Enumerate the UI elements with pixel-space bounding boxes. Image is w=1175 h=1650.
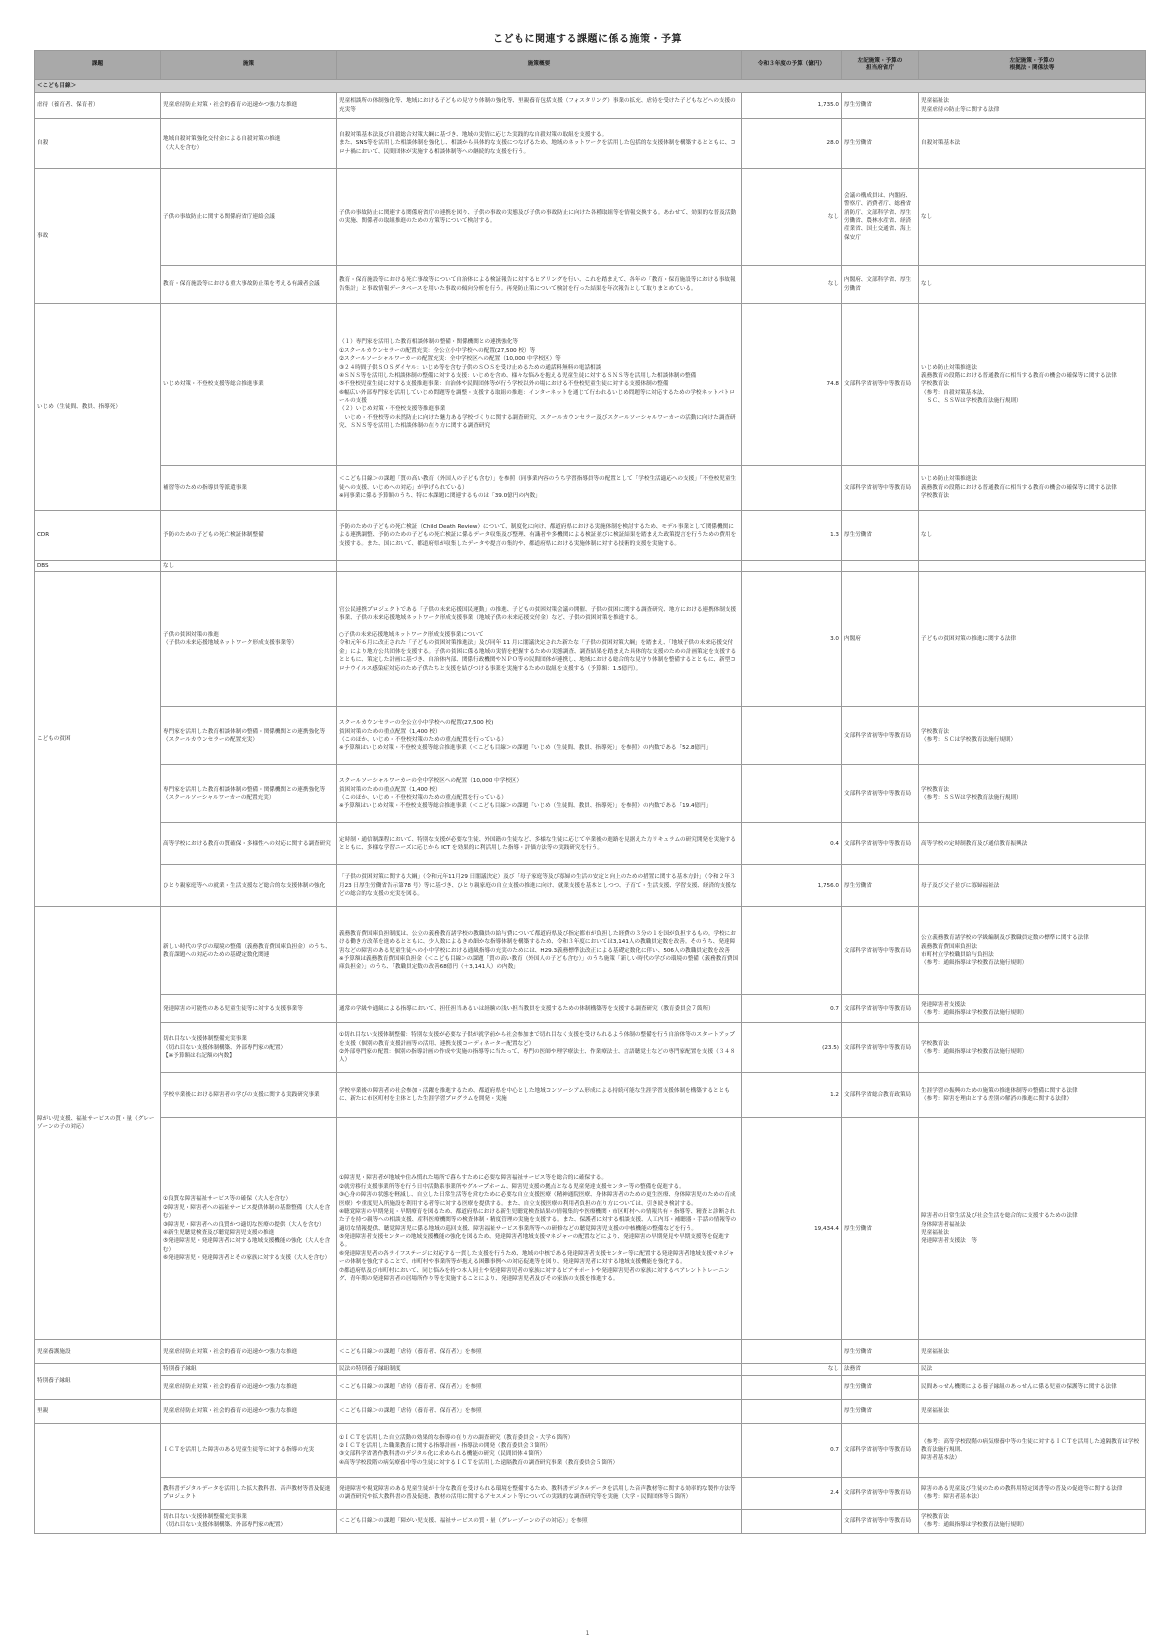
measure-cell: ひとり親家庭等への就業・生活支援など総合的な支援体制の強化 [161,865,337,907]
measure-cell: 地域自殺対策強化交付金による自殺対策の推進 （大人を含む） [161,119,337,169]
summary-cell: ①ＩＣＴを活用した自立活動の効果的な指導の在り方の調査研究（教育委員会・大学６箇所） ②ＩＣＴを活用した職業教育に関する指導計画・指導法の開発（教育委員会３箇所） ③文部科学省著作教科書のデジタル化に求められる機能の研究（民間団体４箇所） ④高等学校段階の病気療養中等の生徒に対するＩＣＴを活用した遠隔教育の調査研究事業（教育委員会５箇所） [337,1423,742,1477]
summary-cell: スクールカウンセラーの全公立小中学校への配置(27,500 校) 貧困対策のための重点配置（1,400 校） （このほか、いじめ・不登校対策のための重点配置を行っている） ※予算額はいじめ対策・不登校支援等総合推進事業（＜こども目線＞の課題「いじめ（生徒間、教員、指導死）」を参照）の内数である「52.8億円」 [337,707,742,765]
ministry-cell: 厚生労働省 [842,1118,919,1340]
ministry-cell: 文部科学省初等中等教育局 [842,1023,919,1073]
ministry-cell: 文部科学省初等中等教育局 [842,823,919,865]
ministry-cell: 文部科学省初等中等教育局 [842,466,919,511]
summary-cell: 「子供の貧困対策に関する大綱」（令和元年11月29 日閣議決定）及び「母子家庭等及び寡婦の生活の安定と向上のための措置に関する基本方針」（令和２年３月23 日厚生労働省告示第78 号）等に基づき、ひとり親家庭の自立支援の推進に向け、就業支援を基本としつつ、子育て・生活支援、学習支援、経済的支援などの総合的な支援の充実を図る。 [337,865,742,907]
budget-cell: 3.0 [742,572,842,707]
law-cell: 生涯学習の振興のための施策の推進体制等の整備に関する法律 （参考：障害を理由とする差別の解消の推進に関する法律） [919,1073,1146,1118]
law-cell: 児童福祉法 [919,1399,1146,1423]
law-cell: 子どもの貧困対策の推進に関する法律 [919,572,1146,707]
law-cell: なし [919,511,1146,561]
ministry-cell [842,561,919,572]
table-row [35,1364,1146,1375]
law-cell: 公立義務教育諸学校の学級編制及び教職員定数の標準に関する法律 義務教育費国庫負担法 市町村立学校職員給与負担法 （参考：通級指導は学校教育法施行規則） [919,907,1146,995]
budget-cell [742,561,842,572]
ministry-cell: 文部科学省初等中等教育局 [842,765,919,823]
law-cell: 学校教育法 （参考：通級指導は学校教育法施行規則） [919,1023,1146,1073]
column-header-budget: 令和３年度の予算（億円） [742,51,842,80]
table-row [35,561,1146,572]
table-row [35,1423,1146,1477]
measure-cell: いじめ対策・不登校支援等総合推進事業 [161,304,337,466]
budget-cell [742,765,842,823]
issue-cell: いじめ（生徒間、教員、指導死） [35,304,161,511]
ministry-cell: 厚生労働省 [842,1375,919,1399]
summary-cell: 学校卒業後の障害者の社会参加・活躍を推進するため、都道府県を中心とした地域コンソーシアム形成による持続可能な生涯学習支援体制を構築するとともに、新たに市区町村を主体とした生涯学習プログラムを開発・実施 [337,1073,742,1118]
summary-cell: 児童相談所の体制強化等、地域における子どもの見守り体制の強化等、里親養育包括支援（フォスタリング）事業の拡充、虐待を受けた子どもなどへの支援の充実等 [337,93,742,119]
table-row [35,907,1146,995]
budget-cell [742,1509,842,1533]
summary-cell: ①切れ目ない支援体制整備：特別な支援が必要な子供が就学前から社会参加まで切れ目なく支援を受けられるよう体制の整備を行う自治体等のスタートアップを支援（個別の教育支援計画等の活用、連携支援コーディネーター配置など） ②外部専門家の配置：個別の指導計画の作成や実施の指導等に当たって、専門の医師や理学療法士、作業療法士、言語聴覚士などの専門家配置を支援（３４８人） [337,1023,742,1073]
budget-cell: 0.7 [742,995,842,1023]
measure-cell: 予防のための子どもの死亡検証体制整備 [161,511,337,561]
ministry-cell: 文部科学省初等中等教育局 [842,304,919,466]
law-cell: 学校教育法 （参考：ＳＣは学校教育法施行規則） [919,707,1146,765]
measure-cell: 切れ目ない支援体制整備充実事業 （切れ目ない支援体制構築、外部専門家の配置） [161,1509,337,1533]
measure-cell: 高等学校における教育の質確保・多様性への対応に関する調査研究 [161,823,337,865]
issue-cell: 里親 [35,1399,161,1423]
document-title: こどもに関連する課題に係る施策・予算 [493,34,682,45]
law-cell: 児童福祉法 [919,1340,1146,1364]
column-header-measure: 施策 [161,51,337,80]
issue-cell: DBS [35,561,161,572]
page-number: 1 [585,1630,590,1637]
ministry-cell: 文部科学省初等中等教育局 [842,1509,919,1533]
summary-cell: ＜こども目線＞の課題「虐待（養育者、保育者）」を参照 [337,1399,742,1423]
summary-cell: ＜こども目線＞の課題「障がい児支援、福祉サービスの質・量（グレーゾーンの子の対応）」を参照 [337,1509,742,1533]
measure-cell: 新しい時代の学びの環境の整備（義務教育費国庫負担金）のうち、教育課題への対応のための基礎定数化関連 [161,907,337,995]
measure-cell: ＩＣＴを活用した障害のある児童生徒等に対する指導の充実 [161,1423,337,1477]
measure-cell: 教科書デジタルデータを活用した拡大教科書、音声教材等普及促進プロジェクト [161,1477,337,1509]
budget-cell: なし [742,1364,842,1375]
summary-cell: ＜こども目線＞の課題「虐待（養育者、保育者）」を参照 [337,1375,742,1399]
ministry-cell: 法務省 [842,1364,919,1375]
summary-cell: 自殺対策基本法及び自殺総合対策大綱に基づき、地域の実情に応じた実践的な自殺対策の取組を支援する。 また、SNS等を活用した相談体制を強化し、相談から具体的な支援につなげるため、地域のネットワークを活用した包括的な支援体制を構築するとともに、コロナ禍において、民間団体が実施する相談体制等への継続的な支援を行う。 [337,119,742,169]
measure-cell: 教育・保育施設等における重大事故防止策を考える有識者会議 [161,266,337,304]
summary-cell: 子供の事故防止に関連する関係府省庁の連携を図り、子供の事故の実態及び子供の事故防止に向けた各種取組等を情報交換する。あわせて、効果的な普及活動の実施、関係者の取組推進のための方策等について検討する。 [337,169,742,266]
table-row [35,1477,1146,1509]
budget-cell: 1,756.0 [742,865,842,907]
law-cell: （参考：高等学校段階の病気療養中等の生徒に対するＩＣＴを活用した遠隔教育は学校教育法施行規則、 障害者基本法） [919,1423,1146,1477]
measure-cell: 補習等のための指導員等派遣事業 [161,466,337,511]
table-row [35,765,1146,823]
law-cell: なし [919,266,1146,304]
issue-cell [35,1423,161,1533]
table-row [35,119,1146,169]
ministry-cell: 内閣府 [842,572,919,707]
ministry-cell: 文部科学省初等中等教育局 [842,907,919,995]
ministry-cell: 会議の構成員は、内閣府、警察庁、消費者庁、総務省消防庁、文部科学省、厚生労働省、農林水産省、経済産業省、国土交通省、海上保安庁 [842,169,919,266]
summary-cell: 民法の特別養子縁組制度 [337,1364,742,1375]
ministry-cell: 厚生労働省 [842,865,919,907]
summary-cell: 通常の学級や通級による指導において、担任担当あるいは経験の浅い担当教員を支援するための体制構築等を支援する調査研究（教育委員会７箇所） [337,995,742,1023]
law-cell: 民法 [919,1364,1146,1375]
column-header-ministry: 左記施策・予算の 担当府省庁 [842,51,919,80]
law-cell: 発達障害者支援法 （参考：通級指導は学校教育法施行規則） [919,995,1146,1023]
law-cell: いじめ防止対策推進法 義務教育の段階における普通教育に相当する教育の機会の確保等に関する法律 学校教育法 [919,466,1146,511]
summary-cell: 予防のための子どもの死亡検証（Child Death Review）について、制度化に向け、都道府県における実施体制を検討するため、モデル事業として関係機関による連携調整、予防のための子どもの死亡検証に係るデータ収集及び整理、有識者や多機関による検証並びに検証結果を踏まえた政策提言を行うための費用を支援する。また、国において、都道府県が収集したデータや提言の集約や、都道府県における実施体制に対する技術的支援を実施する。 [337,511,742,561]
law-cell [919,561,1146,572]
law-cell: 障害のある児童及び生徒のための教科用特定図書等の普及の促進等に関する法律 （参考：障害者基本法） [919,1477,1146,1509]
budget-cell [742,1340,842,1364]
law-cell: 学校教育法 （参考：通級指導は学校教育法施行規則） [919,1509,1146,1533]
budget-cell [742,1375,842,1399]
budget-cell: 1,735.0 [742,93,842,119]
summary-cell: 官公民連携プロジェクトである「子供の未来応援国民運動」の推進、子どもの貧困対策会議の開催、子供の貧困に関する調査研究、地方における連携体制支援事業、子供の未来応援地域ネットワーク形成支援事業（地域子供の未来応援交付金）など、子供の貧困対策を推進する。 ○子供の未来応援地域ネットワーク形成支援事業について 令和元年６月に改正された「子どもの貧困対策推進法」及び同年 11 月に閣議決定された新たな「子供の貧困対策大綱」を踏まえ、「地域子供の未来応援交付金」により地方公共団体を支援する。子供の貧困に係る地域の実情を把握するための実態調査、調査結果を踏まえた具体的な支援のための計画策定を支援するとともに、策定した計画に基づき、自治体内部、関係行政機関やＮＰＯ等の民間団体が連携し、地域における総合的な見守り体制を整備するとともに、新型コロナウイルス感染症対応のため子供たちと支援を結びつける事業を実施するための取組を支援する（予算額：1.5億円）。 [337,572,742,707]
budget-cell [742,707,842,765]
issue-cell: 児童養護施設 [35,1340,161,1364]
issue-cell: 自殺 [35,119,161,169]
law-cell: なし [919,169,1146,266]
table-row [35,1073,1146,1118]
measure-cell: 子供の貧困対策の推進 （子供の未来応援地域ネットワーク形成支援事業等） [161,572,337,707]
table-header [35,51,1146,80]
ministry-cell: 厚生労働省 [842,1399,919,1423]
issue-cell: 事故 [35,169,161,304]
table-row [35,995,1146,1023]
measure-cell: 専門家を活用した教育相談体制の整備・関係機関との連携強化等 （スクールソーシャルワーカーの配置充実） [161,765,337,823]
ministry-cell: 内閣府、文部科学省、厚生労働省 [842,266,919,304]
measure-cell: 学校卒業後における障害者の学びの支援に関する実践研究事業 [161,1073,337,1118]
table-row [35,823,1146,865]
budget-cell: 1.3 [742,511,842,561]
summary-cell: （１）専門家を活用した教育相談体制の整備・関係機関との連携強化等 ①スクールカウンセラーの配置充実：全公立小中学校への配置(27,500 校）等 ②スクールソーシャルワーカーの配置充実：全中学校区への配置（10,000 中学校区）等 ③２４時間子供ＳＯＳダイヤル：いじめ等を含む子供のＳＯＳを受け止めるための通話料無料の電話相談 ④ＳＮＳ等を活用した相談体制の整備に対する支援：いじめを含め、様々な悩みを抱える児童生徒に対するＳＮＳ等を活用した相談体制の整備 ⑤不登校児童生徒に対する支援推進事業：自治体や民間団体等が行う学校以外の場における不登校児童生徒に対する支援体制の整備 ⑥幅広い外部専門家を活用していじめ問題等を調整・支援する取組の推進：インターネットを通じて行われるいじめ問題等に対応するための学校ネットパトロールの支援 （２）いじめ対策・不登校支援等推進事業 いじめ・不登校等の未然防止に向けた魅力ある学校づくりに関する調査研究、スクールカウンセラー及びスクールソーシャルワーカーの活動に向けた調査研究、ＳＮＳ等を活用した相談体制の在り方に関する調査研究 [337,304,742,466]
budget-cell: 0.4 [742,823,842,865]
law-cell: 障害者の日常生活及び社会生活を総合的に支援するための法律 身体障害者福祉法 児童福祉法 発達障害者支援法 等 [919,1118,1146,1340]
measure-cell: ①良質な障害福祉サービス等の確保（大人を含む） ②障害児・障害者への福祉サービス提供体制の基盤整備（大人を含む） ③障害児・障害者への良質かつ適切な医療の提供（大人を含む） ④新生児聴覚検査及び聴覚障害児支援の推進 ⑤発達障害児・発達障害者に対する地域支援機能の強化（大人を含む） ⑥発達障害児・発達障害者とその家族に対する支援（大人を含む） [161,1118,337,1340]
ministry-cell: 厚生労働省 [842,119,919,169]
budget-cell [742,907,842,995]
issue-cell: 虐待（養育者、保育者） [35,93,161,119]
law-cell: 児童福祉法 児童虐待の防止等に関する法律 [919,93,1146,119]
policy-budget-table [34,50,1146,1534]
summary-cell: スクールソーシャルワーカーの全中学校区への配置（10,000 中学校区） 貧困対策のための重点配置（1,400 校） （このほか、いじめ・不登校対策のための重点配置を行っている） ※予算額はいじめ対策・不登校支援等総合推進事業（＜こども目線＞の課題「いじめ（生徒間、教員、指導死）」を参照）の内数である「19.4億円」 [337,765,742,823]
table-row [35,1023,1146,1073]
ministry-cell: 文部科学省初等中等教育局 [842,995,919,1023]
table-row [35,93,1146,119]
column-header-issue: 課題 [35,51,161,80]
table-body [35,80,1146,1534]
table-row [35,707,1146,765]
summary-cell: 教育・保育施設等における死亡事故等について自治体による検証報告に対するヒアリングを行い、これを踏まえて、各年の「教育・保育施設等における事故報告集計」と事故情報データベースを用いた事故の傾向分析を行う。再発防止策について検討を行った結果を年次報告として取りまとめている。 [337,266,742,304]
summary-cell: ＜こども目線＞の課題「虐待（養育者、保育者）」を参照 [337,1340,742,1364]
table-row [35,304,1146,466]
issue-cell: こどもの貧困 [35,572,161,907]
ministry-cell: 文部科学省初等中等教育局 [842,1423,919,1477]
table-row [35,169,1146,266]
budget-cell: (23.5) [742,1023,842,1073]
summary-cell: 定時制・通信制課程において、特別な支援が必要な生徒、外国籍の生徒など、多様な生徒に応じて卒業後の進路を見据えた力リキュラムの研究開発を実施するとともに、多様な学習ニーズに応じから ICT を効果的に利活用した指導・評価方法等の実践研究を行う。 [337,823,742,865]
measure-cell: 特別養子縁組 [161,1364,337,1375]
budget-cell [742,1399,842,1423]
table-row [35,865,1146,907]
column-header-law: 左記施策・予算の 根拠法・関係法等 [919,51,1146,80]
ministry-cell: 厚生労働省 [842,1340,919,1364]
summary-cell: 義務教育費国庫負担制度は、公立の義務教育諸学校の教職員の給与費について都道府県及び指定都市が負担した経費の３分の１を国が負担するもの。学校における働き方改革を進めるとともに、少人数によるきめ細かな指導体制を構築するため、令和３年度においては3,141人の教職員定数を改善。そのうち、発達障害などの障害のある児童生徒への小中学校における通級指導の充実のためには、H29.3義務標準法改正による基礎定数化に伴い、506人の教職員定数を改善 ※予算額は義務教育費国庫負担金（＜こども目線＞の課題「質の高い教育（外国人の子ども含む）」のうち施策「新しい時代の学びの環境の整備（義務教育費国庫負担金）」のうち、「教職員定数の改善68億円（＋3,141人）の内数」 [337,907,742,995]
table-row [35,1509,1146,1533]
measure-cell: 児童虐待防止対策・社会的養育の迅速かつ強力な推進 [161,93,337,119]
table-row [35,1399,1146,1423]
measure-cell: なし [161,561,337,572]
budget-cell: 28.0 [742,119,842,169]
table-row [35,1118,1146,1340]
law-cell: いじめ防止対策推進法 義務教育の段階における普通教育に相当する教育の機会の確保等に関する法律 学校教育法 （参考：自殺対策基本法、 ＳＣ、ＳＳＷは学校教育法施行規則） [919,304,1146,466]
section-label: ＜こども目線＞ [35,80,1146,93]
measure-cell: 児童虐待防止対策・社会的養育の迅速かつ強力な推進 [161,1340,337,1364]
budget-cell: 74.8 [742,304,842,466]
table-row [35,266,1146,304]
table-row [35,511,1146,561]
budget-cell: 19,434.4 [742,1118,842,1340]
issue-cell: 特別養子縁組 [35,1364,161,1399]
budget-cell [742,466,842,511]
law-cell: 民間あっせん機関による養子縁組のあっせんに係る児童の保護等に関する法律 [919,1375,1146,1399]
budget-cell: なし [742,169,842,266]
measure-cell: 切れ目ない支援体制整備充実事業 （切れ目ない支援体制構築、外部専門家の配置） 【※予算額は右記額の内数】 [161,1023,337,1073]
measure-cell: 専門家を活用した教育相談体制の整備・関係機関との連携強化等 （スクールカウンセラーの配置充実） [161,707,337,765]
law-cell: 学校教育法 （参考：ＳＳＷは学校教育法施行規則） [919,765,1146,823]
measure-cell: 児童虐待防止対策・社会的養育の迅速かつ強力な推進 [161,1399,337,1423]
issue-cell: 障がい児支援、福祉サービスの質・量（グレーゾーンの子の対応） [35,907,161,1340]
table-row [35,572,1146,707]
law-cell: 高等学校の定時制教育及び通信教育振興法 [919,823,1146,865]
summary-cell: ＜こども目線＞の課題「質の高い教育（外国人の子ども含む）」を参照（同事業内容のうち学習指導員等の配置として「学校生活適応への支援」「不登校児童生徒への支援、いじめへの対応」が挙げられている） ※同事業に係る予算額のうち、特に本課題に関連するものは「39.0億円の内数」 [337,466,742,511]
table-row [35,1340,1146,1364]
section-row [35,80,1146,93]
summary-cell: 発達障害や視覚障害のある児童生徒が十分な教育を受けられる環境を整備するため、教科書デジタルデータを活用した音声教材等に関する効率的な製作方法等の調査研究や拡大教科書の普及促進、教材の活用に関するアセスメント等についての実践的な調査研究等を実施（大学・民間団体等５箇所） [337,1477,742,1509]
ministry-cell: 文部科学省初等中等教育局 [842,707,919,765]
ministry-cell: 厚生労働省 [842,93,919,119]
budget-cell: なし [742,266,842,304]
summary-cell: ①障害児・障害者が地域や住み慣れた場所で暮らすために必要な障害福祉サービス等を総合的に確保する。 ②就労移行支援事業所等を行う日中活動系事業所やグループホーム、障害児支援の拠点となる児童発達支援センター等の整備を促進する。 ③心身の障害の状態を軽減し、自立した日常生活等を営むために必要な自立支援医療（精神通院医療、身体障害者のための更生医療、身体障害児のための育成医療）や重度児入所施設を利用する者等に対する医療を提供する。また、自立支援医療の利用者負担の在り方については、引き続き検討する。 ④聴覚障害の早期発見・早期療育を図るため、都道府県における新生児聴覚検査結果の情報集約や医療機関・市区町村への情報共有・指導等、精査と診断された子を持つ親等への相談支援、産科医療機関等の検査体制・精度管理の実施を支援する。また、保護者に対する相談支援、人工内耳・補聴器・手話の情報等の適切な情報提供、聴覚障害児に係る地域の巡回支援、障害福祉サービス事業所等への研修などの聴覚障害児支援の中核機能の整備などを行う。 ⑤発達障害者支援センターの地域支援機能の強化を図るため、発達障害者地域支援マネジャーの配置などにより、発達障害の早期発見や早期支援等を促進する。 ⑥発達障害児者の各ライフステージに対応する一貫した支援を行うため、地域の中核である発達障害者支援センター等に配置する発達障害者地域支援マネジャーの体制を強化することで、市町村や事業所等が抱える困難事例への対応促進等を図り、発達障害児者に対する地域支援機能を強化する。 ⑦都道府県及び市町村において、同じ悩みを持つ本人同士や発達障害児者の家族に対するピアサポートや発達障害児者の家族に対するペアレントトレーニング、青年期の発達障害者の居場所作り等を実施することにより、発達障害児者及びその家族の支援を推進する。 [337,1118,742,1340]
ministry-cell: 文部科学省初等中等教育局 [842,1477,919,1509]
law-cell: 自殺対策基本法 [919,119,1146,169]
measure-cell: 児童虐待防止対策・社会的養育の迅速かつ強力な推進 [161,1375,337,1399]
table-row [35,1375,1146,1399]
budget-cell: 2.4 [742,1477,842,1509]
ministry-cell: 厚生労働省 [842,511,919,561]
column-header-summary: 施策概要 [337,51,742,80]
measure-cell: 発達障害の可能性のある児童生徒等に対する支援事業等 [161,995,337,1023]
law-cell: 母子及び父子並びに寡婦福祉法 [919,865,1146,907]
issue-cell: CDR [35,511,161,561]
table-row [35,466,1146,511]
budget-cell: 1.2 [742,1073,842,1118]
budget-cell: 0.7 [742,1423,842,1477]
summary-cell [337,561,742,572]
ministry-cell: 文部科学省総合教育政策局 [842,1073,919,1118]
measure-cell: 子供の事故防止に関する関係府省庁連絡会議 [161,169,337,266]
